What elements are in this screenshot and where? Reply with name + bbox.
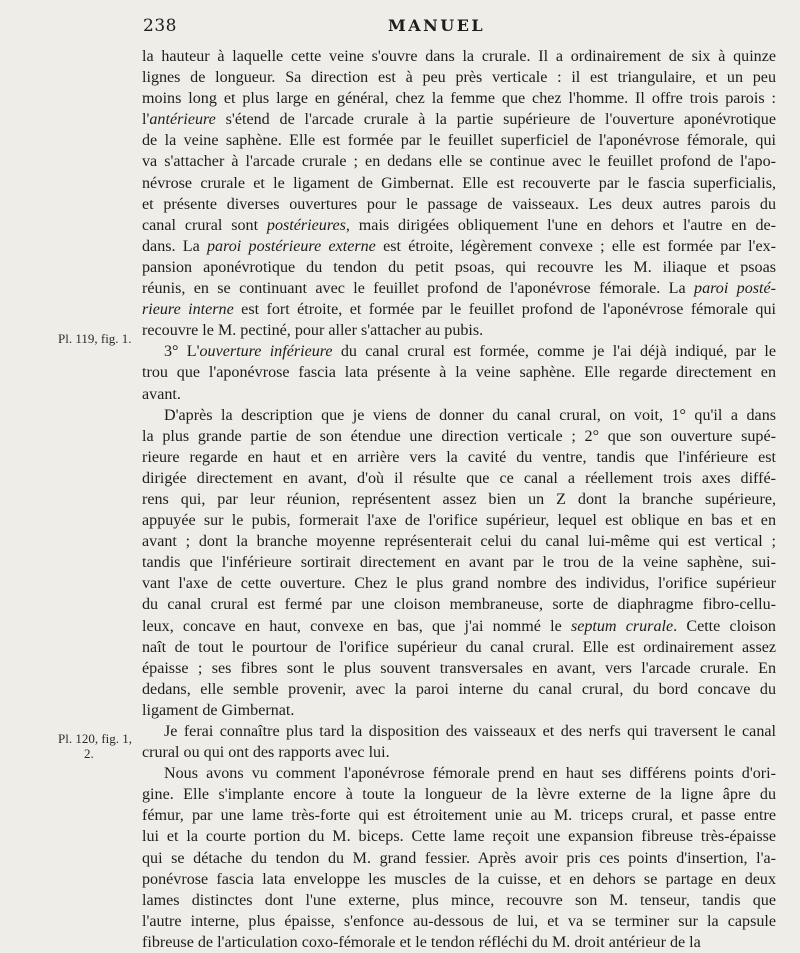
text-line bbox=[142, 489, 776, 510]
text-line bbox=[142, 658, 776, 679]
text-run: rens qui, par leur réunion, représentent assez bien un Z dont la branche supérieure, bbox=[142, 490, 776, 508]
text-line bbox=[142, 742, 776, 763]
text-run: dans. La bbox=[142, 237, 207, 255]
text-run: du canal crural est fermé par une cloison membraneuse, sorte de diaphragme fibro-cellu- bbox=[142, 596, 776, 614]
text-run: du canal crural est formée, comme je l'ai déjà indiqué, par le bbox=[332, 343, 776, 361]
text-run: vant l'axe de cette ouverture. Chez le plus grand nombre des individus, l'orifice supérieur bbox=[142, 575, 776, 593]
text-line bbox=[142, 130, 776, 151]
text-line bbox=[142, 468, 776, 489]
italic-term: rieure interne bbox=[142, 301, 234, 319]
text-line bbox=[142, 594, 776, 615]
page-number: 238 bbox=[143, 16, 177, 36]
running-title: MANUEL bbox=[388, 16, 486, 35]
italic-term: antérieure bbox=[149, 111, 216, 129]
text-run: avant ; dont la branche moyenne représenterait celui du canal lui-même qui est vertical ; bbox=[142, 533, 776, 551]
text-run: appuyée sur le pubis, formerait l'axe de l'orifice supérieur, lequel est oblique en bas et en bbox=[142, 512, 776, 530]
text-line bbox=[142, 932, 776, 953]
text-run: recouvre le M. pectiné, pour aller s'attacher au pubis. bbox=[142, 322, 484, 340]
text-line bbox=[142, 573, 776, 594]
italic-term: ouverture inférieure bbox=[199, 343, 333, 361]
text-run: moins long et plus large en général, chez la femme que chez l'homme. Il offre trois parois : bbox=[142, 90, 776, 108]
text-run: qui se détache du tendon du M. grand fessier. Après avoir pris ces points d'insertion, l'a- bbox=[142, 849, 776, 867]
text-run: fibreuse de l'articulation coxo-fémorale et le tendon réfléchi du M. droit antérieur de la bbox=[142, 933, 701, 951]
text-line bbox=[142, 531, 776, 552]
text-run: 3° L' bbox=[164, 343, 200, 361]
text-line bbox=[142, 848, 776, 869]
text-run: s'étend de l'arcade crurale à la partie supérieure de l'ouverture aponévrotique bbox=[215, 111, 776, 129]
text-line bbox=[142, 637, 776, 658]
text-run: dedans, elle semble provenir, avec la paroi interne du canal crural, du bord concave du bbox=[142, 680, 776, 698]
text-run: rieure regarde en haut et en arrière vers la cavité du ventre, tandis que l'inférieure est bbox=[142, 448, 776, 466]
text-line bbox=[142, 384, 776, 405]
text-run: névrose crurale et le ligament de Gimbernat. Elle est recouverte par le fascia superficialis, bbox=[142, 174, 776, 192]
text-line bbox=[142, 278, 776, 299]
text-line bbox=[142, 510, 776, 531]
text-line bbox=[142, 552, 776, 573]
text-run: Je ferai connaître plus tard la disposition des vaisseaux et des nerfs qui traversent le canal bbox=[164, 723, 776, 740]
italic-term: postérieures bbox=[266, 216, 346, 234]
margin-note-plate-120-cont: 2. bbox=[84, 746, 94, 761]
text-run: naît de tout le pourtour de l'orifice supérieur du canal crural. Elle est ordinairement assez bbox=[142, 638, 776, 656]
margin-note-plate-119: Pl. 119, fig. 1. bbox=[58, 331, 132, 346]
text-run: lames distinctes dont l'une externe, plus mince, recouvre son M. tenseur, tandis que bbox=[142, 891, 776, 909]
text-line bbox=[142, 236, 776, 257]
text-line bbox=[142, 257, 776, 278]
text-line bbox=[142, 869, 776, 890]
text-line bbox=[142, 447, 776, 468]
text-run: lui et la courte portion du M. biceps. Cette lame reçoit une expansion fibreuse très-épaisse bbox=[142, 828, 776, 846]
text-line bbox=[142, 826, 776, 847]
text-line bbox=[142, 215, 776, 236]
text-line bbox=[142, 173, 776, 194]
text-run: ligament de Gimbernat. bbox=[142, 701, 295, 719]
text-line bbox=[142, 299, 776, 320]
text-line bbox=[142, 88, 776, 109]
body-text bbox=[142, 46, 776, 953]
text-run: fémur, par une lame très-forte qui est étroitement unie au M. triceps crural, et passe entre bbox=[142, 807, 776, 825]
text-run: tandis que l'inférieure sortirait directement en avant par le trou de la veine saphène, sui- bbox=[142, 554, 776, 572]
text-line bbox=[142, 911, 776, 932]
text-run: Nous avons vu comment l'aponévrose fémorale prend en haut ses différens points d'ori- bbox=[164, 765, 776, 783]
text-run: trou que l'aponévrose fascia lata présente à la veine saphène. Elle regarde directement en bbox=[142, 364, 776, 382]
italic-term: paroi postérieure externe bbox=[207, 237, 376, 255]
text-run: ponévrose fascia lata enveloppe les muscles de la cuisse, et en dehors se partage en deux bbox=[142, 870, 776, 888]
text-line bbox=[142, 320, 776, 341]
text-line bbox=[142, 341, 776, 362]
text-line bbox=[142, 763, 776, 784]
text-run: canal crural sont bbox=[142, 216, 267, 234]
text-line bbox=[142, 890, 776, 911]
text-run: lignes de longueur. Sa direction est à peu près verticale : il est triangulaire, et un peu bbox=[142, 69, 776, 87]
italic-term: septum crurale bbox=[570, 617, 674, 635]
text-run: est fort étroite, et formée par le feuillet profond de l'aponévrose fémorale qui bbox=[233, 301, 776, 319]
text-run: pansion aponévrotique du tendon du petit psoas, qui recouvre les M. iliaque et psoas bbox=[142, 258, 776, 276]
margin-note-plate-120: Pl. 120, fig. 1, bbox=[58, 731, 133, 746]
text-run: , mais dirigées obliquement l'une en dehors et l'autre en de- bbox=[345, 216, 776, 234]
text-line bbox=[142, 616, 776, 637]
text-run: dirigée directement en avant, d'où il résulte que ce canal a réellement trois axes diffé- bbox=[142, 469, 776, 487]
text-run: réunis, en se continuant avec le feuillet profond de l'aponévrose fémorale. La bbox=[142, 280, 695, 298]
text-run: épaisse ; ses fibres sont le plus souvent transversales en avant, vers l'arcade crurale. En bbox=[142, 659, 776, 677]
text-run: l'autre interne, plus épaisse, s'enfonce au-dessous de lui, et va se terminer sur la capsule bbox=[142, 912, 776, 930]
text-run: D'après la description que je viens de donner du canal crural, on voit, 1° qu'il a dans bbox=[164, 406, 776, 424]
text-line bbox=[142, 679, 776, 700]
italic-term: paroi posté- bbox=[694, 280, 776, 298]
text-run: la plus grande partie de son étendue une direction verticale ; 2° que son ouverture supé- bbox=[142, 427, 776, 445]
text-run: avant. bbox=[142, 385, 181, 403]
text-run: est étroite, légèrement convexe ; elle est formée par l'ex- bbox=[375, 237, 776, 255]
text-line bbox=[142, 784, 776, 805]
text-line bbox=[142, 700, 776, 721]
text-run: crural ou qui ont des rapports avec lui. bbox=[142, 744, 390, 762]
text-run: et présente diverses ouvertures pour le passage de vaisseaux. Les deux autres parois du bbox=[142, 195, 776, 213]
text-line bbox=[142, 194, 776, 215]
text-line bbox=[142, 151, 776, 172]
text-run: la hauteur à laquelle cette veine s'ouvre dans la crurale. Il a ordinairement de six à quinze bbox=[142, 48, 776, 65]
text-line bbox=[142, 109, 776, 130]
text-line bbox=[142, 805, 776, 826]
text-run: . Cette cloison bbox=[673, 617, 776, 635]
text-run: l' bbox=[142, 111, 150, 129]
text-run: va s'attacher à l'arcade crurale ; en dedans elle se continue avec le feuillet profond de l'apo- bbox=[142, 153, 776, 171]
text-run: de la veine saphène. Elle est formée par le feuillet superficiel de l'aponévrose fémorale, qui bbox=[142, 132, 776, 150]
text-line bbox=[142, 362, 776, 383]
text-line bbox=[142, 405, 776, 426]
text-run: gine. Elle s'implante encore à toute la longueur de la lèvre externe de la ligne âpre du bbox=[142, 786, 776, 804]
page-header bbox=[0, 16, 800, 42]
text-line bbox=[142, 46, 776, 67]
text-line bbox=[142, 721, 776, 742]
text-line bbox=[142, 67, 776, 88]
text-run: leux, concave en haut, convexe en bas, que j'ai nommé le bbox=[142, 617, 571, 635]
text-line bbox=[142, 426, 776, 447]
